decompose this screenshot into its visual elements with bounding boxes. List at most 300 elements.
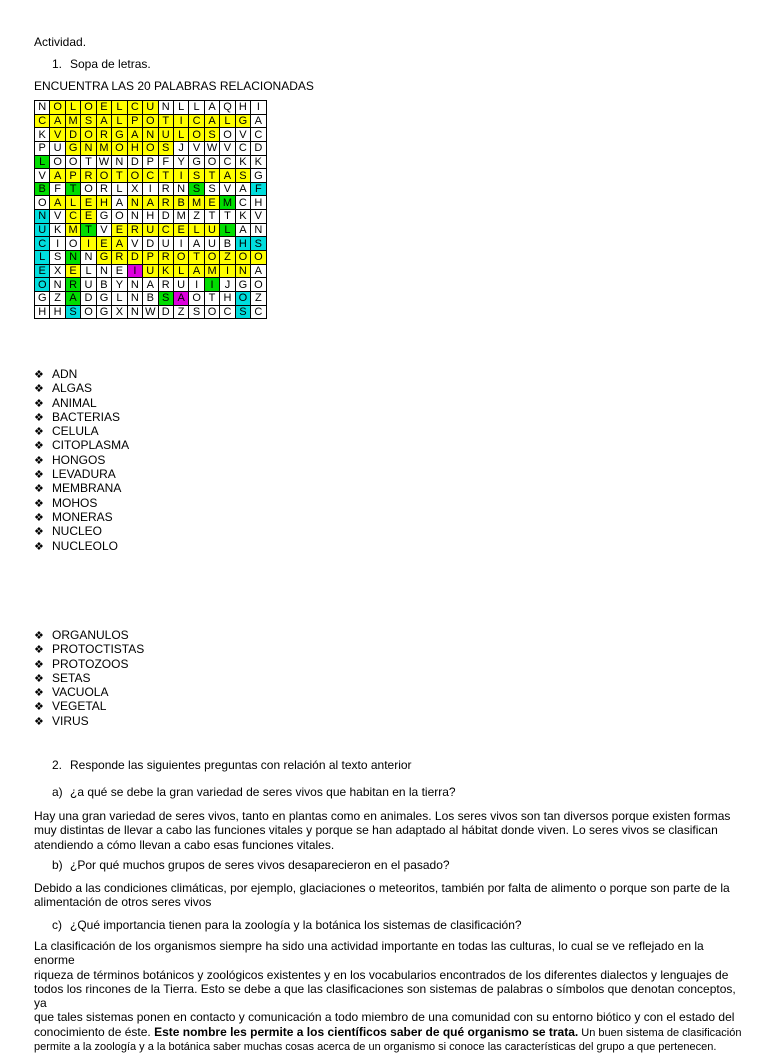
grid-cell: O (143, 141, 158, 155)
grid-cell: R (158, 251, 173, 265)
diamond-bullet-icon: ❖ (34, 426, 44, 439)
grid-cell: L (189, 101, 204, 115)
grid-cell: N (35, 101, 50, 115)
grid-cell: O (35, 196, 50, 210)
grid-cell: O (65, 237, 80, 251)
word-label: NUCLEO (52, 524, 103, 539)
puzzle-instruction: ENCUENTRA LAS 20 PALABRAS RELACIONADAS (34, 79, 314, 93)
grid-cell: I (173, 169, 188, 183)
grid-cell: M (173, 210, 188, 224)
grid-cell: W (204, 141, 219, 155)
answer-line: muy distintas de llevar a cabo las funciones vitales y porque se han adaptado al hábitat donde viven. Lo seres vivos se clasifican (34, 823, 718, 838)
grid-row (35, 155, 267, 169)
word-label: LEVADURA (52, 467, 116, 482)
diamond-bullet-icon: ❖ (34, 454, 44, 467)
grid-cell: U (143, 264, 158, 278)
grid-cell: O (50, 155, 65, 169)
answer-text: conocimiento de éste. (34, 1024, 155, 1039)
answer-small-text: Un buen sistema de clasificación (578, 1026, 742, 1039)
grid-cell: O (204, 155, 219, 169)
grid-cell: E (112, 223, 127, 237)
grid-cell: I (204, 278, 219, 292)
section2-heading (52, 758, 412, 772)
grid-cell: L (81, 264, 96, 278)
grid-cell: L (65, 101, 80, 115)
question-b (52, 858, 450, 872)
grid-cell: R (158, 182, 173, 196)
grid-cell: Z (220, 251, 235, 265)
word-label: ADN (52, 367, 78, 381)
grid-row (35, 278, 267, 292)
grid-cell: U (143, 223, 158, 237)
grid-cell: E (35, 264, 50, 278)
grid-cell: D (65, 128, 80, 142)
grid-cell: U (204, 237, 219, 251)
grid-row (35, 223, 267, 237)
diamond-bullet-icon: ❖ (34, 469, 44, 482)
grid-cell: C (220, 305, 235, 319)
grid-cell: C (251, 128, 266, 142)
grid-cell: U (173, 278, 188, 292)
grid-cell: C (143, 169, 158, 183)
grid-cell: Z (251, 291, 266, 305)
grid-cell: J (220, 278, 235, 292)
answer-a (34, 809, 744, 852)
grid-cell: S (204, 182, 219, 196)
word-list-item (34, 524, 129, 538)
grid-cell: N (127, 210, 142, 224)
word-label: CELULA (52, 424, 99, 439)
grid-cell: S (81, 114, 96, 128)
grid-cell: L (173, 128, 188, 142)
grid-cell: Z (173, 305, 188, 319)
grid-cell: O (251, 278, 266, 292)
grid-cell: L (173, 101, 188, 115)
grid-cell: M (189, 196, 204, 210)
answer-line: atendiendo a cómo llevan a cabo esas funciones vitales. (34, 837, 335, 852)
grid-cell: I (189, 278, 204, 292)
grid-cell: R (158, 196, 173, 210)
grid-cell: I (251, 101, 266, 115)
grid-row (35, 128, 267, 142)
word-list-item (34, 467, 129, 481)
grid-cell: H (235, 101, 250, 115)
grid-cell: C (35, 114, 50, 128)
grid-cell: T (204, 210, 219, 224)
word-label: NUCLEOLO (52, 538, 119, 553)
diamond-bullet-icon: ❖ (34, 411, 44, 424)
grid-cell: P (35, 141, 50, 155)
diamond-bullet-icon: ❖ (34, 497, 44, 510)
answer-line: que tales sistemas ponen en contacto y comunicación a todo miembro de una comunidad con su entorno biótico y con el estado del (34, 1010, 735, 1025)
grid-cell: L (65, 196, 80, 210)
grid-cell: N (251, 223, 266, 237)
answer-line: Debido a las condiciones climáticas, por ejemplo, glaciaciones o meteoritos, también por falta de alimento o porque son parte de la (34, 881, 730, 895)
answer-line: riqueza de términos botánicos y zoológicos existentes y en los vocabularios encontrados de los diferentes dialectos y lenguajes de (34, 967, 729, 982)
word-list-item (34, 424, 129, 438)
grid-cell: S (251, 237, 266, 251)
grid-cell: D (127, 251, 142, 265)
diamond-bullet-icon: ❖ (34, 511, 44, 524)
grid-cell: U (158, 128, 173, 142)
grid-cell: Z (50, 291, 65, 305)
word-list-item (34, 539, 129, 553)
grid-cell: A (50, 114, 65, 128)
grid-cell: N (127, 196, 142, 210)
activity-title: Actividad. (34, 35, 87, 49)
grid-cell: U (143, 101, 158, 115)
grid-cell: N (50, 278, 65, 292)
grid-cell: A (143, 196, 158, 210)
grid-cell: T (158, 169, 173, 183)
grid-cell: K (251, 155, 266, 169)
grid-cell: X (127, 182, 142, 196)
diamond-bullet-icon: ❖ (34, 526, 44, 539)
grid-cell: D (158, 210, 173, 224)
grid-cell: E (173, 223, 188, 237)
diamond-bullet-icon: ❖ (34, 672, 44, 685)
answer-b (34, 881, 744, 910)
grid-cell: A (189, 264, 204, 278)
grid-cell: G (235, 114, 250, 128)
grid-cell: D (158, 305, 173, 319)
grid-cell: O (251, 251, 266, 265)
word-list-item (34, 396, 129, 410)
answer-line: alimentación de otros seres vivos (34, 895, 212, 910)
word-list-item (34, 481, 129, 495)
grid-cell: X (50, 264, 65, 278)
grid-cell: O (65, 155, 80, 169)
word-list-item (34, 438, 129, 452)
grid-cell: R (112, 251, 127, 265)
grid-cell: L (173, 264, 188, 278)
section2-number: 2. (52, 758, 63, 772)
grid-cell: G (96, 251, 111, 265)
diamond-bullet-icon: ❖ (34, 440, 44, 453)
grid-cell: B (96, 278, 111, 292)
grid-cell: A (143, 278, 158, 292)
grid-cell: C (251, 305, 266, 319)
grid-cell: R (96, 128, 111, 142)
grid-cell: G (96, 305, 111, 319)
grid-row (35, 169, 267, 183)
grid-cell: T (204, 169, 219, 183)
grid-cell: O (50, 101, 65, 115)
grid-cell: K (35, 128, 50, 142)
grid-cell: D (251, 141, 266, 155)
question-a (52, 785, 456, 799)
grid-cell: V (127, 237, 142, 251)
answer-line: La clasificación de los organismos siempre ha sido una actividad importante en todas las culturas, lo cual se ve reflejado en la enorme (34, 939, 704, 968)
grid-cell: R (158, 278, 173, 292)
grid-cell: A (189, 237, 204, 251)
grid-cell: O (112, 210, 127, 224)
grid-cell: H (143, 210, 158, 224)
word-label: VACUOLA (52, 685, 109, 700)
grid-cell: L (112, 182, 127, 196)
grid-cell: A (251, 114, 266, 128)
grid-cell: V (220, 182, 235, 196)
answer-c (34, 939, 744, 1054)
diamond-bullet-icon: ❖ (34, 658, 44, 671)
grid-row (35, 210, 267, 224)
grid-cell: H (235, 237, 250, 251)
grid-cell: V (189, 141, 204, 155)
grid-row (35, 101, 267, 115)
grid-cell: L (112, 101, 127, 115)
grid-cell: S (235, 305, 250, 319)
grid-cell: C (35, 237, 50, 251)
word-label: HONGOS (52, 452, 106, 467)
grid-cell: U (35, 223, 50, 237)
word-list-second (34, 628, 144, 728)
grid-cell: D (81, 291, 96, 305)
word-label: SETAS (52, 670, 91, 685)
grid-cell: A (96, 114, 111, 128)
grid-cell: S (189, 182, 204, 196)
word-label: VEGETAL (52, 699, 107, 714)
question-text: ¿Por qué muchos grupos de seres vivos desaparecieron en el pasado? (70, 858, 450, 872)
grid-cell: H (127, 141, 142, 155)
grid-row (35, 182, 267, 196)
grid-cell: A (220, 169, 235, 183)
grid-row (35, 251, 267, 265)
grid-cell: C (65, 210, 80, 224)
word-list-item (34, 510, 129, 524)
grid-cell: O (81, 182, 96, 196)
grid-cell: O (81, 305, 96, 319)
question-label: c) (52, 918, 62, 932)
word-search-grid (34, 100, 267, 319)
answer-bold-text: Este nombre les permite a los científicos saber de qué organismo se trata. (154, 1024, 579, 1039)
word-list-item (34, 453, 129, 467)
word-list-item (34, 657, 144, 671)
word-list-item (34, 496, 129, 510)
grid-cell: V (235, 128, 250, 142)
grid-cell: L (220, 223, 235, 237)
word-label: ORGANULOS (52, 628, 129, 642)
grid-cell: C (127, 101, 142, 115)
grid-cell: T (204, 291, 219, 305)
grid-cell: N (127, 305, 142, 319)
grid-cell: I (81, 237, 96, 251)
word-label: PROTOZOOS (52, 656, 129, 671)
grid-cell: O (204, 251, 219, 265)
grid-cell: U (81, 278, 96, 292)
grid-cell: C (235, 141, 250, 155)
grid-cell: N (173, 182, 188, 196)
grid-cell: A (235, 223, 250, 237)
grid-cell: G (96, 210, 111, 224)
word-list-item (34, 642, 144, 656)
grid-cell: V (35, 169, 50, 183)
grid-cell: H (251, 196, 266, 210)
word-list-first (34, 367, 129, 553)
section1-number: 1. (52, 57, 63, 71)
grid-cell: E (112, 264, 127, 278)
diamond-bullet-icon: ❖ (34, 630, 44, 642)
grid-cell: B (173, 196, 188, 210)
grid-cell: E (81, 196, 96, 210)
grid-cell: U (158, 237, 173, 251)
grid-cell: A (112, 196, 127, 210)
word-label: VIRUS (52, 713, 89, 728)
grid-cell: O (143, 114, 158, 128)
grid-cell: P (143, 251, 158, 265)
word-list-item (34, 714, 144, 728)
grid-cell: C (158, 223, 173, 237)
grid-cell: N (143, 128, 158, 142)
grid-cell: E (204, 196, 219, 210)
grid-cell: C (220, 155, 235, 169)
grid-cell: F (158, 155, 173, 169)
grid-cell: M (96, 141, 111, 155)
grid-cell: O (235, 291, 250, 305)
grid-row (35, 305, 267, 319)
grid-row (35, 291, 267, 305)
grid-cell: T (112, 169, 127, 183)
grid-cell: A (235, 182, 250, 196)
word-list-item (34, 628, 144, 642)
grid-cell: V (220, 141, 235, 155)
grid-cell: T (189, 251, 204, 265)
grid-cell: Q (220, 101, 235, 115)
grid-cell: N (35, 210, 50, 224)
grid-cell: A (127, 128, 142, 142)
grid-cell: I (50, 237, 65, 251)
grid-cell: O (235, 251, 250, 265)
grid-cell: L (189, 223, 204, 237)
word-label: ALGAS (52, 381, 93, 396)
grid-cell: A (112, 237, 127, 251)
answer-line: todos los rincones de la Tierra. Esto se debe a que las clasificaciones son sistemas de palabras o símbolos que denotan conceptos, ya (34, 981, 736, 1011)
grid-cell: G (251, 169, 266, 183)
grid-cell: P (65, 169, 80, 183)
grid-cell: T (158, 114, 173, 128)
grid-cell: X (112, 305, 127, 319)
question-label: b) (52, 858, 63, 872)
grid-cell: T (65, 182, 80, 196)
grid-row (35, 114, 267, 128)
grid-cell: G (96, 291, 111, 305)
grid-cell: N (81, 251, 96, 265)
grid-cell: S (204, 128, 219, 142)
grid-cell: O (112, 141, 127, 155)
grid-cell: T (81, 223, 96, 237)
grid-cell: P (143, 155, 158, 169)
word-list-item (34, 367, 129, 381)
grid-cell: F (251, 182, 266, 196)
grid-cell: H (50, 305, 65, 319)
word-list-item (34, 671, 144, 685)
grid-cell: M (220, 196, 235, 210)
grid-cell: R (96, 182, 111, 196)
word-list-item (34, 381, 129, 395)
grid-cell: L (112, 291, 127, 305)
grid-cell: G (112, 128, 127, 142)
grid-cell: K (235, 210, 250, 224)
grid-cell: U (50, 141, 65, 155)
grid-cell: D (143, 237, 158, 251)
grid-cell: C (235, 196, 250, 210)
grid-cell: I (173, 114, 188, 128)
grid-cell: H (35, 305, 50, 319)
word-list-item (34, 699, 144, 713)
grid-cell: A (204, 101, 219, 115)
grid-cell: S (235, 169, 250, 183)
grid-cell: O (220, 128, 235, 142)
diamond-bullet-icon: ❖ (34, 701, 44, 714)
grid-cell: V (251, 210, 266, 224)
word-label: PROTOCTISTAS (52, 642, 145, 657)
grid-cell: S (189, 305, 204, 319)
grid-cell: J (173, 141, 188, 155)
grid-cell: A (50, 169, 65, 183)
grid-cell: O (127, 169, 142, 183)
grid-cell: F (50, 182, 65, 196)
grid-cell: Z (189, 210, 204, 224)
grid-row (35, 141, 267, 155)
question-text: ¿a qué se debe la gran variedad de seres vivos que habitan en la tierra? (70, 785, 456, 799)
grid-cell: Y (112, 278, 127, 292)
grid-cell: C (189, 114, 204, 128)
grid-cell: K (50, 223, 65, 237)
grid-cell: W (143, 305, 158, 319)
grid-cell: N (158, 101, 173, 115)
grid-cell: O (204, 305, 219, 319)
diamond-bullet-icon: ❖ (34, 644, 44, 657)
diamond-bullet-icon: ❖ (34, 540, 44, 553)
word-label: CITOPLASMA (52, 438, 130, 453)
grid-cell: A (173, 291, 188, 305)
grid-cell: U (204, 223, 219, 237)
grid-cell: G (189, 155, 204, 169)
word-label: MEMBRANA (52, 481, 122, 496)
grid-cell: E (81, 210, 96, 224)
grid-cell: G (35, 291, 50, 305)
grid-cell: B (35, 182, 50, 196)
grid-cell: V (50, 210, 65, 224)
grid-cell: E (65, 264, 80, 278)
grid-cell: N (96, 264, 111, 278)
grid-cell: V (96, 223, 111, 237)
grid-row (35, 196, 267, 210)
grid-cell: I (143, 182, 158, 196)
grid-cell: N (235, 264, 250, 278)
grid-cell: G (235, 278, 250, 292)
grid-cell: O (96, 169, 111, 183)
grid-cell: A (65, 291, 80, 305)
grid-cell: O (81, 128, 96, 142)
grid-cell: S (189, 169, 204, 183)
grid-cell: B (220, 237, 235, 251)
section2-title: Responde las siguientes preguntas con relación al texto anterior (70, 758, 412, 772)
grid-cell: S (158, 291, 173, 305)
grid-cell: L (35, 155, 50, 169)
grid-cell: E (96, 101, 111, 115)
grid-cell: O (35, 278, 50, 292)
section1-title: Sopa de letras. (70, 57, 151, 71)
grid-cell: N (127, 278, 142, 292)
word-label: BACTERIAS (52, 409, 121, 424)
grid-cell: A (251, 264, 266, 278)
answer-line: Hay una gran variedad de seres vivos, tanto en plantas como en animales. Los seres vivos son tan diversos porque existen formas (34, 809, 731, 823)
grid-cell: I (127, 264, 142, 278)
grid-cell: O (189, 291, 204, 305)
grid-cell: H (220, 291, 235, 305)
diamond-bullet-icon: ❖ (34, 369, 44, 381)
section1-heading (52, 57, 151, 71)
